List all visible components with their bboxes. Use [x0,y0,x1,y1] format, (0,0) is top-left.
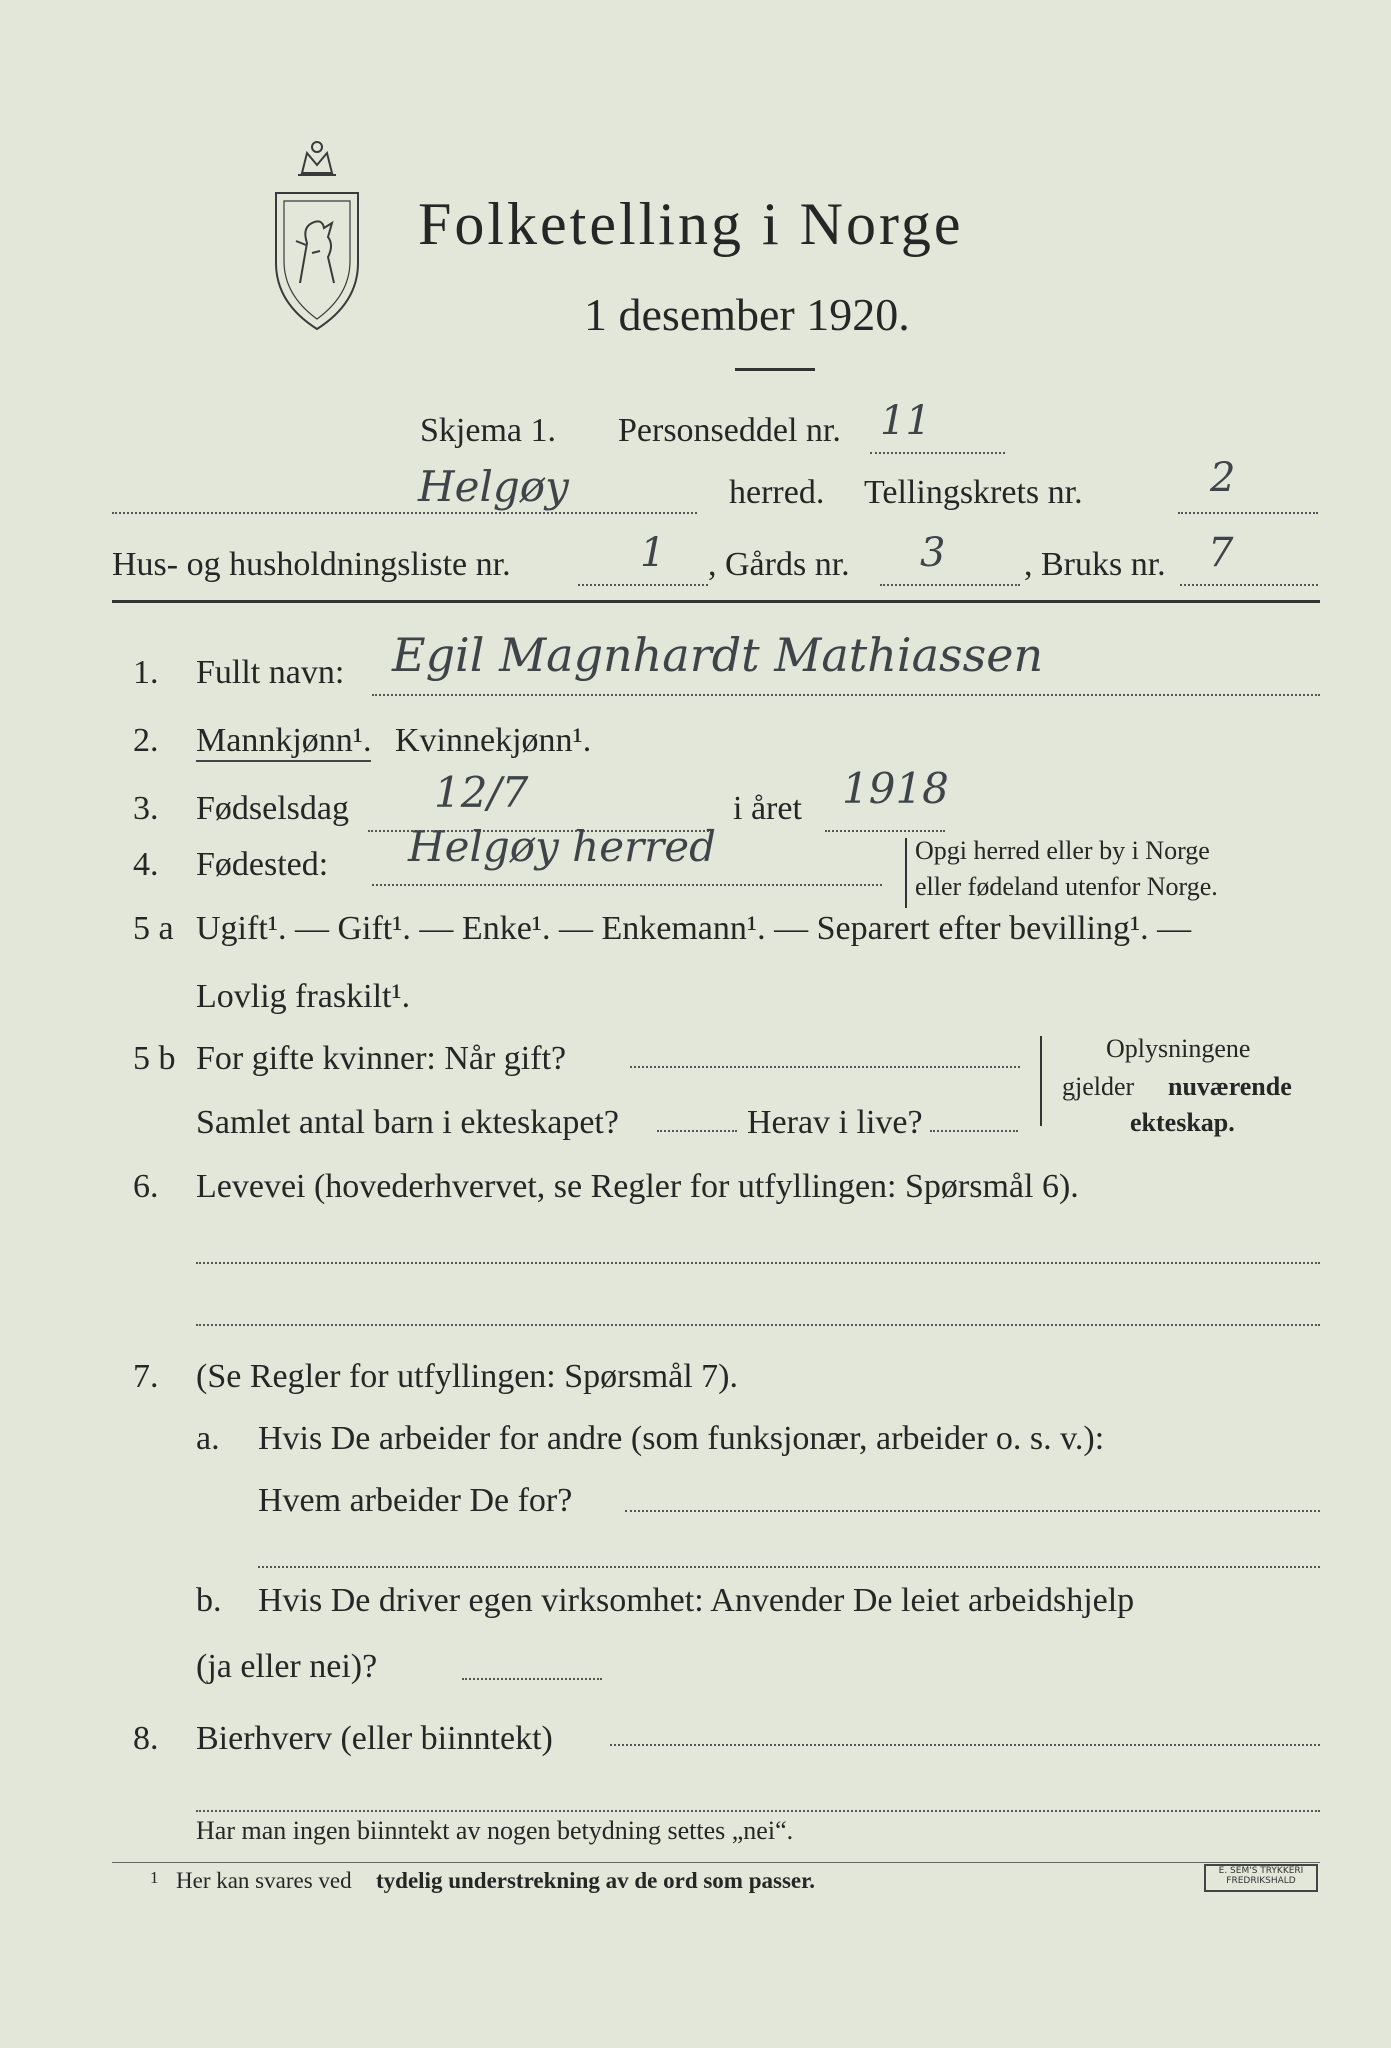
q1-line [372,694,1320,696]
husliste-line [578,584,708,586]
personseddel-line [870,452,1005,454]
q7b-question: Hvis De driver egen virksomhet: Anvender De leiet arbeidshjelp [258,1582,1135,1619]
q5b-note-1: Oplysningene [1106,1034,1251,1063]
q3-number: 3. [133,790,159,827]
tellingskrets-value[interactable]: 2 [1210,455,1236,501]
form-title: Folketelling i Norge [418,191,964,257]
q4-note-2: eller fødeland utenfor Norge. [915,872,1218,901]
year-label: i året [733,790,802,827]
birthdate-value[interactable]: 12/7 [434,768,529,817]
q8-note: Har man ingen biinntekt av nogen betydning settes „nei“. [196,1816,794,1845]
bruks-value[interactable]: 7 [1208,530,1234,576]
full-name-value[interactable]: Egil Magnhardt Mathiassen [392,628,1044,682]
marital-status-options[interactable]: Ugift¹. — Gift¹. — Enke¹. — Enkemann¹. — Separert efter bevilling¹. — [196,910,1192,947]
herred-label: herred. [729,474,825,511]
gards-label: , Gårds nr. [708,546,850,583]
header-rule [112,600,1320,603]
children-line[interactable] [657,1130,737,1132]
title-divider [735,368,815,371]
q1-label: Fullt navn: [196,654,345,691]
printer-stamp [1204,1864,1318,1892]
q7b-yes-no-label: (ja eller nei)? [196,1648,378,1685]
divorced-option[interactable]: Lovlig fraskilt¹. [196,978,411,1015]
q1-number: 1. [133,654,159,691]
q4-note-1: Opgi herred eller by i Norge [915,836,1210,865]
side-income-line[interactable] [610,1744,1320,1746]
q6-label: Levevei (hovederhvervet, se Regler for utfyllingen: Spørsmål 6). [196,1168,1079,1205]
footnote-mark: 1 [150,1868,159,1887]
footnote-text-b: tydelig understrekning av de ord som passer. [376,1868,815,1893]
q2-number: 2. [133,722,159,759]
bruks-label: , Bruks nr. [1024,546,1166,583]
employer-line[interactable] [625,1510,1320,1512]
q5b-note-2a: gjelder [1062,1072,1135,1101]
husliste-label: Hus- og husholdningsliste nr. [112,546,511,583]
tellingskrets-label: Tellingskrets nr. [864,474,1083,511]
q5b-note-2b: nuværende [1168,1072,1292,1101]
q5b-number: 5 b [133,1040,176,1077]
printer-stamp-line-1: E. SEM'S TRYKKERI [1218,1866,1304,1876]
yes-no-line[interactable] [462,1678,602,1680]
personseddel-label: Personseddel nr. [618,412,841,449]
tellingskrets-line [1178,512,1318,514]
q5b-alive-label: Herav i live? [747,1104,923,1141]
q4-label: Fødested: [196,846,329,883]
q5b-brace [1040,1036,1050,1126]
footnote-text-a: Her kan svares ved [176,1868,352,1893]
q4-line [372,884,882,886]
coat-of-arms-icon [262,133,372,333]
q4-brace [905,838,915,908]
bruks-line [1180,584,1318,586]
sex-female-option[interactable]: Kvinnekjønn¹. [395,722,592,759]
schema-label: Skjema 1. [420,412,556,449]
alive-line[interactable] [930,1130,1018,1132]
q5b-children-label: Samlet antal barn i ekteskapet? [196,1104,619,1141]
husliste-value[interactable]: 1 [640,530,666,576]
printer-stamp-line-2: FREDRIKSHALD [1226,1876,1296,1886]
married-when-line[interactable] [630,1066,1020,1068]
occupation-line-2[interactable] [196,1324,1320,1326]
q5a-number: 5 a [133,910,174,947]
personseddel-value[interactable]: 11 [880,398,931,444]
q7b-letter: b. [196,1582,222,1619]
q4-number: 4. [133,846,159,883]
q7a-letter: a. [196,1420,220,1457]
sex-male-option[interactable]: Mannkjønn¹. [196,722,371,762]
census-date: 1 desember 1920. [584,289,910,340]
q8-label: Bierhverv (eller biinntekt) [196,1720,553,1757]
gards-line [880,584,1020,586]
birth-year-value[interactable]: 1918 [842,764,949,813]
herred-line [112,512,697,514]
herred-value[interactable]: Helgøy [418,462,569,511]
q3-label: Fødselsdag [196,790,349,827]
side-income-line-2[interactable] [196,1810,1320,1812]
occupation-line-1[interactable] [196,1262,1320,1264]
q5b-note-3: ekteskap. [1130,1108,1235,1137]
q6-number: 6. [133,1168,159,1205]
year-line [825,830,945,832]
q7a-question: Hvis De arbeider for andre (som funksjonær, arbeider o. s. v.): [258,1420,1105,1457]
q7-label: (Se Regler for utfyllingen: Spørsmål 7). [196,1358,739,1395]
birthplace-value[interactable]: Helgøy herred [408,822,716,871]
gards-value[interactable]: 3 [920,530,946,576]
employer-line-2[interactable] [258,1566,1320,1568]
q7-number: 7. [133,1358,159,1395]
q8-number: 8. [133,1720,159,1757]
q7a-employer-label: Hvem arbeider De for? [258,1482,573,1519]
q5b-married-when-label: For gifte kvinner: Når gift? [196,1040,567,1077]
footnote-rule [112,1862,1320,1863]
